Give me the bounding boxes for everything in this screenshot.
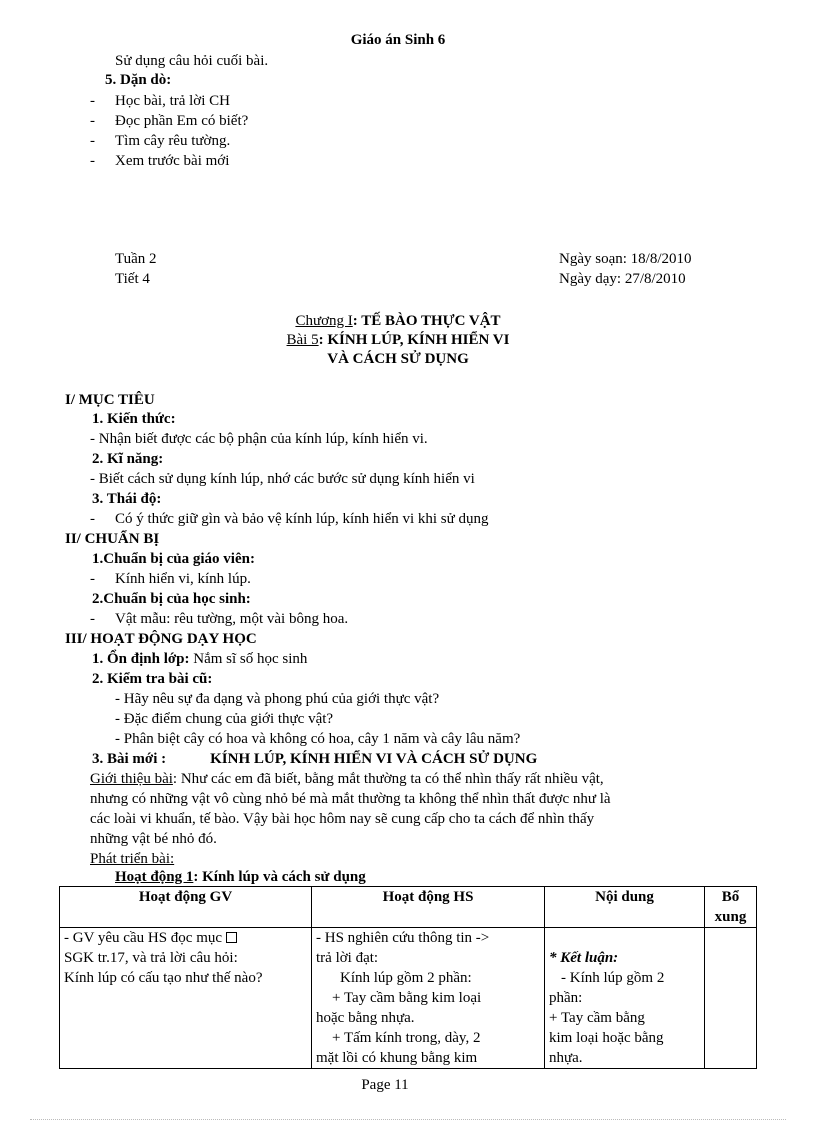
chuan-bi-hs-text: Vật mẫu: rêu tường, một vài bông hoa. xyxy=(115,611,349,627)
square-icon xyxy=(226,932,237,943)
kien-thuc-text: - Nhận biết được các bộ phận của kính lúp, kính hiển vi. xyxy=(90,431,428,447)
activity-table xyxy=(59,886,757,1069)
cell-hs: - HS nghiên cứu thông tin -> trả lời đạt: Kính lúp gồm 2 phần: + Tay cầm bằng kim loại hoặc bằng nhựa. + Tấm kính trong, dày, 2 mặt lồi có khung bằng kim xyxy=(312,928,545,1069)
cell-bo-xung xyxy=(705,928,757,1069)
document-header: Giáo án Sinh 6 xyxy=(350,32,446,48)
activity1-heading: Hoạt động 1: Kính lúp và cách sử dụng xyxy=(115,869,366,885)
phat-trien-label: Phát triển bài: xyxy=(90,851,175,867)
intro-line: Sử dụng câu hỏi cuối bài. xyxy=(115,53,269,69)
list-item: - Đặc điểm chung của giới thực vật? xyxy=(115,711,334,727)
chuan-bi-gv-text: Kính hiển vi, kính lúp. xyxy=(115,571,251,587)
table-row xyxy=(60,928,757,1069)
section-muc-tieu: I/ MỤC TIÊU xyxy=(65,392,155,408)
col-header-hs: Hoạt động HS xyxy=(312,887,545,928)
page-number: Page 11 xyxy=(361,1077,409,1093)
list-item: - Hãy nêu sự đa dạng và phong phú của giới thực vật? xyxy=(115,691,440,707)
ki-nang-label: 2. Kĩ năng: xyxy=(92,451,164,467)
list-item: Xem trước bài mới xyxy=(115,153,230,169)
list-item: Học bài, trả lời CH xyxy=(115,93,230,109)
cell-noi-dung: * Kết luận: - Kính lúp gồm 2 phần: + Tay cầm bằng kim loại hoặc bằng nhựa. xyxy=(545,928,705,1069)
list-item: - Phân biệt cây có hoa và không có hoa, cây 1 năm và cây lâu năm? xyxy=(115,731,521,747)
bai-moi: 3. Bài mới : KÍNH LÚP, KÍNH HIỂN VI VÀ CÁCH SỬ DỤNG xyxy=(92,751,538,767)
lesson-title-line2: VÀ CÁCH SỬ DỤNG xyxy=(327,351,469,367)
list-item: Tìm cây rêu tường. xyxy=(115,133,231,149)
thai-do-text: Có ý thức giữ gìn và bảo vệ kính lúp, kính hiển vi khi sử dụng xyxy=(115,511,489,527)
chuan-bi-gv-label: 1.Chuẩn bị của giáo viên: xyxy=(92,551,255,567)
kiem-tra-label: 2. Kiểm tra bài cũ: xyxy=(92,671,213,687)
chapter-title: Chương I: TẾ BÀO THỰC VẬT xyxy=(295,313,501,329)
lesson-title: Bài 5: KÍNH LÚP, KÍNH HIỂN VI xyxy=(286,332,510,348)
ki-nang-text: - Biết cách sử dụng kính lúp, nhớ các bước sử dụng kính hiển vi xyxy=(90,471,475,487)
col-header-nd: Nội dung xyxy=(545,887,705,928)
dan-do-heading: 5. Dặn dò: xyxy=(105,72,172,88)
cell-gv: - GV yêu cầu HS đọc mục SGK tr.17, và trả lời câu hỏi: Kính lúp có cấu tạo như thế nào? xyxy=(60,928,312,1069)
on-dinh-lop: 1. Ổn định lớp: Nắm sĩ số học sinh xyxy=(92,651,308,667)
col-header-gv: Hoạt động GV xyxy=(60,887,312,928)
section-chuan-bi: II/ CHUẨN BỊ xyxy=(65,531,160,547)
chuan-bi-hs-label: 2.Chuẩn bị của học sinh: xyxy=(92,591,251,607)
col-header-bo-xung: Bổ xung xyxy=(705,887,757,928)
kien-thuc-label: 1. Kiến thức: xyxy=(92,411,176,427)
date-prepared: Ngày soạn: 18/8/2010 xyxy=(559,251,692,267)
date-taught: Ngày dạy: 27/8/2010 xyxy=(559,271,686,287)
section-hoat-dong: III/ HOẠT ĐỘNG DẠY HỌC xyxy=(65,631,257,647)
week-label: Tuần 2 xyxy=(115,251,157,267)
period-label: Tiết 4 xyxy=(115,271,150,287)
page-edge xyxy=(30,1119,786,1120)
list-item: Đọc phần Em có biết? xyxy=(115,113,249,129)
conclusion-label: * Kết luận: xyxy=(549,950,619,966)
thai-do-label: 3. Thái độ: xyxy=(92,491,162,507)
